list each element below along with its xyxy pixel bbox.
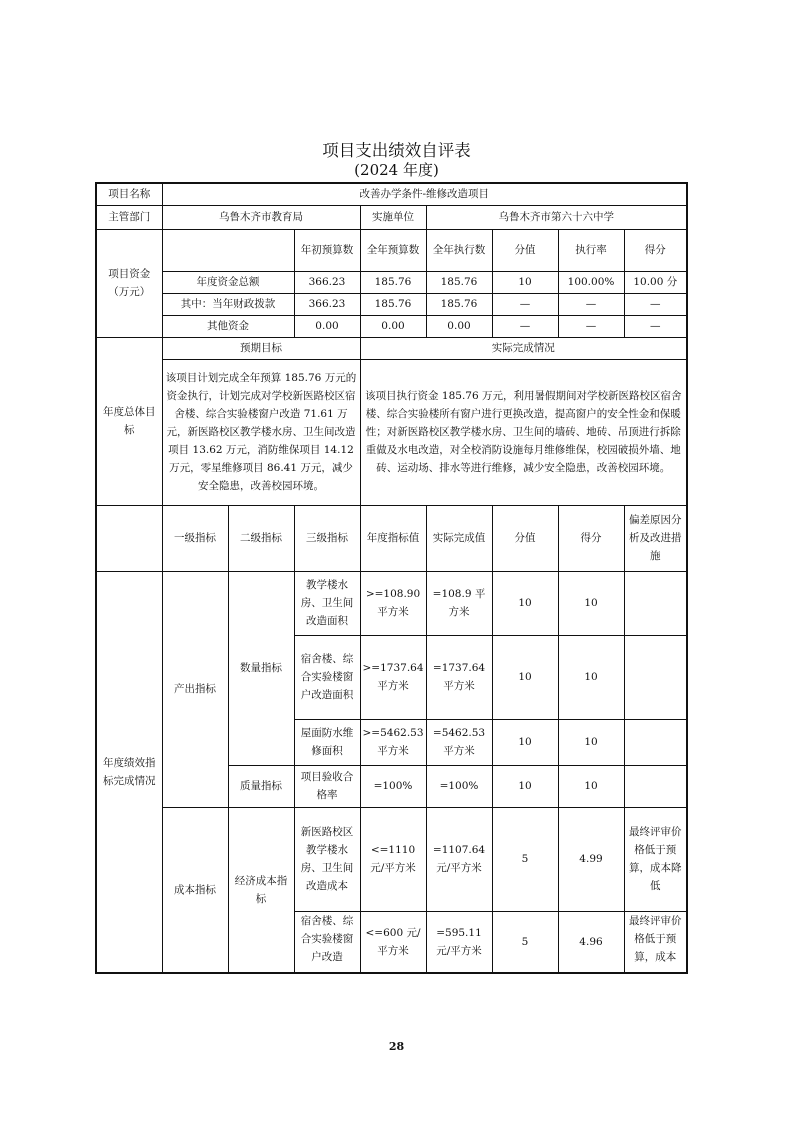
funds-cell: — bbox=[624, 315, 687, 337]
funds-cell: 10 bbox=[492, 271, 558, 293]
indicator-l3: 新医路校区教学楼水房、卫生间改造成本 bbox=[294, 807, 360, 911]
indicator-deviation bbox=[624, 635, 687, 719]
actual-goal-text: 该项目执行资金 185.76 万元，利用暑假期间对学校新医路校区宿舍楼、综合实验楼所有窗户进行更换改造，提高窗户的安全性金和保暖性；对新医路校区教学楼水房、卫生间的墙砖、地砖、吊顶进行拆除重做及水电改造，对全校消防设施每月维修维保，校园破损外墙、地砖、运动场、排水等进行维修，减少安全隐患，改善校园环境。 bbox=[360, 359, 687, 505]
indicator-target: =100% bbox=[360, 765, 426, 807]
impl-unit-value: 乌鲁木齐市第六十六中学 bbox=[426, 205, 687, 229]
funds-cell: 10.00 分 bbox=[624, 271, 687, 293]
funds-cell: — bbox=[492, 315, 558, 337]
funds-row-label: 其中：当年财政拨款 bbox=[162, 293, 294, 315]
indicator-got: 4.99 bbox=[558, 807, 624, 911]
indicator-deviation bbox=[624, 571, 687, 635]
indicator-actual: =100% bbox=[426, 765, 492, 807]
funds-cell: 0.00 bbox=[360, 315, 426, 337]
funds-cell: 0.00 bbox=[294, 315, 360, 337]
indicator-target: >=5462.53 平方米 bbox=[360, 719, 426, 765]
indicator-row bbox=[96, 571, 687, 635]
indicator-header-deviation: 偏差原因分析及改进措施 bbox=[624, 505, 687, 571]
project-name-label: 项目名称 bbox=[96, 183, 162, 205]
funds-header-init: 年初预算数 bbox=[294, 229, 360, 271]
indicator-deviation bbox=[624, 719, 687, 765]
indicator-header-l2: 二级指标 bbox=[228, 505, 294, 571]
indicator-l3: 宿舍楼、综合实验楼窗户改造 bbox=[294, 911, 360, 973]
funds-row bbox=[96, 293, 687, 315]
indicator-score: 10 bbox=[492, 635, 558, 719]
department-row bbox=[96, 205, 687, 229]
dept-value: 乌鲁木齐市教育局 bbox=[162, 205, 360, 229]
funds-header-exec: 全年执行数 bbox=[426, 229, 492, 271]
quality-indicator-label: 质量指标 bbox=[228, 765, 294, 807]
project-name-row bbox=[96, 183, 687, 205]
indicator-actual: =595.11 元/平方米 bbox=[426, 911, 492, 973]
cost-indicator-label: 成本指标 bbox=[162, 807, 228, 973]
indicator-actual: =1737.64 平方米 bbox=[426, 635, 492, 719]
dept-label: 主管部门 bbox=[96, 205, 162, 229]
indicator-header-score: 分值 bbox=[492, 505, 558, 571]
funds-row-label: 其他资金 bbox=[162, 315, 294, 337]
indicator-got: 10 bbox=[558, 635, 624, 719]
funds-label: 项目资金（万元） bbox=[96, 229, 162, 337]
funds-header-row bbox=[96, 229, 687, 271]
funds-cell: — bbox=[624, 293, 687, 315]
funds-header-rate: 执行率 bbox=[558, 229, 624, 271]
indicator-deviation: 最终评审价格低于预算，成本降低 bbox=[624, 807, 687, 911]
indicator-l3: 教学楼水房、卫生间改造面积 bbox=[294, 571, 360, 635]
page-title: 项目支出绩效自评表 bbox=[322, 141, 471, 160]
funds-cell: 185.76 bbox=[360, 271, 426, 293]
indicator-l3: 屋面防水维修面积 bbox=[294, 719, 360, 765]
goals-header-row bbox=[96, 337, 687, 359]
indicator-score: 5 bbox=[492, 911, 558, 973]
indicator-header-blank bbox=[96, 505, 162, 571]
actual-goal-header: 实际完成情况 bbox=[360, 337, 687, 359]
indicator-score: 10 bbox=[492, 765, 558, 807]
output-indicator-label: 产出指标 bbox=[162, 571, 228, 807]
impl-unit-label: 实施单位 bbox=[360, 205, 426, 229]
funds-cell: 185.76 bbox=[360, 293, 426, 315]
indicator-deviation bbox=[624, 765, 687, 807]
indicator-l3: 宿舍楼、综合实验楼窗户改造面积 bbox=[294, 635, 360, 719]
indicator-actual: =108.9 平方米 bbox=[426, 571, 492, 635]
indicator-target: >=1737.64 平方米 bbox=[360, 635, 426, 719]
indicator-l3: 项目验收合格率 bbox=[294, 765, 360, 807]
indicator-actual: =1107.64 元/平方米 bbox=[426, 807, 492, 911]
indicator-score: 10 bbox=[492, 719, 558, 765]
funds-header-got: 得分 bbox=[624, 229, 687, 271]
indicator-target: >=108.90 平方米 bbox=[360, 571, 426, 635]
econ-cost-indicator-label: 经济成本指标 bbox=[228, 807, 294, 973]
perf-label: 年度绩效指标完成情况 bbox=[96, 571, 162, 973]
indicator-got: 10 bbox=[558, 719, 624, 765]
expected-goal-text: 该项目计划完成全年预算 185.76 万元的资金执行，计划完成对学校新医路校区宿舍楼、综合实验楼窗户改造 71.61 万元，新医路校区教学楼水房、卫生间改造项目 13.62 万元，消防维保项目 14.12 万元，零星维修项目 86.41 万元，减少安全隐患，改善校园环境。 bbox=[162, 359, 360, 505]
indicator-header-got: 得分 bbox=[558, 505, 624, 571]
expected-goal-header: 预期目标 bbox=[162, 337, 360, 359]
indicator-got: 4.96 bbox=[558, 911, 624, 973]
indicator-target: <=600 元/平方米 bbox=[360, 911, 426, 973]
indicator-got: 10 bbox=[558, 765, 624, 807]
funds-cell: 0.00 bbox=[426, 315, 492, 337]
performance-table bbox=[95, 182, 688, 974]
quantity-indicator-label: 数量指标 bbox=[228, 571, 294, 765]
indicator-target: <=1110 元/平方米 bbox=[360, 807, 426, 911]
indicator-score: 5 bbox=[492, 807, 558, 911]
funds-cell: 100.00% bbox=[558, 271, 624, 293]
page-number: 28 bbox=[388, 1040, 405, 1053]
goals-label: 年度总体目标 bbox=[96, 337, 162, 505]
funds-cell: — bbox=[558, 293, 624, 315]
funds-row-label: 年度资金总额 bbox=[162, 271, 294, 293]
funds-header-score: 分值 bbox=[492, 229, 558, 271]
funds-cell: — bbox=[558, 315, 624, 337]
funds-cell: 185.76 bbox=[426, 271, 492, 293]
project-name-value: 改善办学条件-维修改造项目 bbox=[162, 183, 687, 205]
funds-cell: 366.23 bbox=[294, 271, 360, 293]
goals-text-row bbox=[96, 359, 687, 505]
indicator-got: 10 bbox=[558, 571, 624, 635]
indicator-header-row bbox=[96, 505, 687, 571]
funds-row bbox=[96, 315, 687, 337]
funds-header-blank bbox=[162, 229, 294, 271]
indicator-score: 10 bbox=[492, 571, 558, 635]
funds-cell: 185.76 bbox=[426, 293, 492, 315]
indicator-row bbox=[96, 807, 687, 911]
indicator-header-l1: 一级指标 bbox=[162, 505, 228, 571]
funds-header-budget: 全年预算数 bbox=[360, 229, 426, 271]
funds-cell: — bbox=[492, 293, 558, 315]
indicator-header-l3: 三级指标 bbox=[294, 505, 360, 571]
indicator-header-actual: 实际完成值 bbox=[426, 505, 492, 571]
funds-cell: 366.23 bbox=[294, 293, 360, 315]
funds-row bbox=[96, 271, 687, 293]
indicator-header-target: 年度指标值 bbox=[360, 505, 426, 571]
indicator-actual: =5462.53 平方米 bbox=[426, 719, 492, 765]
indicator-deviation: 最终评审价格低于预算，成本 bbox=[624, 911, 687, 973]
page-subtitle: (2024 年度) bbox=[354, 161, 439, 179]
